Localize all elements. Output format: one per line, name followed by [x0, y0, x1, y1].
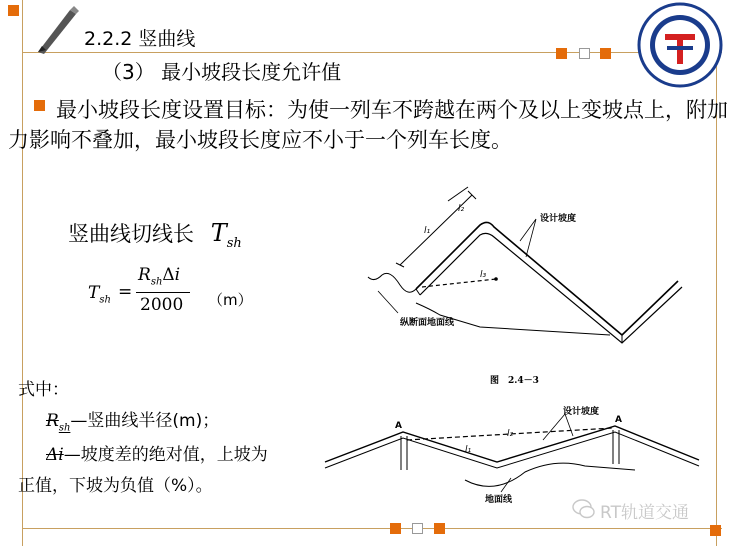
formula-denominator: 2000	[140, 295, 184, 315]
wechat-icon	[572, 498, 596, 520]
deco-square	[556, 48, 567, 59]
note-radius-symbol	[46, 411, 71, 434]
fig1-design-grade-label: 设计坡度	[540, 214, 577, 224]
symbol-sub: sh	[226, 235, 242, 251]
fig2-design-grade-label: 设计坡度	[563, 407, 600, 417]
deco-square	[710, 525, 721, 536]
note-radius	[46, 406, 219, 433]
note-grade-text: —坡度差的绝对值，上坡为	[63, 445, 268, 465]
note-radius-text: —竖曲线半径(m)；	[70, 411, 220, 431]
deco-square	[8, 5, 19, 16]
note-di-symbol: Δi	[46, 445, 64, 465]
note-r-sub: sh	[58, 422, 71, 434]
body-paragraph	[8, 95, 736, 155]
formula-numerator	[138, 265, 180, 287]
fig1-l1-label: l₁	[424, 226, 431, 236]
fig1-l3-label: l₃	[480, 270, 487, 280]
formula-lhs	[88, 283, 111, 305]
watermark-text: RT轨道交通	[600, 503, 689, 523]
notes-heading: 式中：	[18, 380, 69, 400]
university-logo-icon	[637, 2, 723, 88]
deco-square	[390, 523, 401, 534]
deco-square	[412, 523, 423, 534]
fig1-ground-line-label: 纵断面地面线	[400, 318, 455, 328]
tangent-length-label	[68, 218, 242, 251]
figure-grade-diagram-1	[360, 185, 720, 385]
formula-delta: Δ	[162, 265, 175, 285]
tangent-symbol	[210, 219, 242, 251]
pen-icon	[32, 4, 80, 56]
formula-i: i	[174, 265, 181, 285]
formula-equals: =	[118, 282, 133, 302]
note-grade-diff	[46, 440, 308, 465]
frame-bottom-line	[22, 528, 722, 529]
fig2-l2-label: l₂	[507, 429, 514, 439]
frame-left-line	[22, 0, 23, 546]
symbol-T: T	[210, 219, 227, 247]
tangent-label-text: 竖曲线切线长	[68, 222, 194, 246]
note-r: R	[46, 411, 59, 431]
fig2-ground-line-label: 地面线	[485, 495, 513, 505]
body-paragraph-text: 最小坡段长度设置目标：为使一列车不跨越在两个及以上变坡点上，附加力影响不叠加，最小坡段长度应不小于一个列车长度。	[8, 98, 728, 152]
note-grade-diff-cont: 正值，下坡为负值（%）。	[18, 476, 213, 496]
figure-grade-diagram-2	[315, 400, 715, 510]
formula-unit: （m）	[208, 291, 253, 309]
fig1-l2-label: l₂	[458, 204, 465, 214]
figure1-caption: 图 2.4－3	[490, 376, 539, 386]
formula	[88, 265, 198, 321]
formula-R-sub: sh	[150, 276, 163, 288]
frame-top-line	[22, 52, 722, 53]
formula-lhs-sub: sh	[99, 294, 111, 306]
formula-R: R	[138, 265, 151, 285]
section-title: 2.2.2 竖曲线	[84, 28, 196, 50]
formula-lhs-T: T	[88, 283, 100, 303]
fig2-l1-label: l₁	[465, 445, 472, 455]
deco-square	[600, 48, 611, 59]
subtitle: （3） 最小坡段长度允许值	[102, 60, 342, 84]
deco-square	[434, 523, 445, 534]
fig2-A-left: A	[395, 421, 402, 431]
fraction-bar	[136, 292, 190, 293]
fig2-A-right: A	[615, 415, 622, 425]
deco-square	[579, 48, 590, 59]
